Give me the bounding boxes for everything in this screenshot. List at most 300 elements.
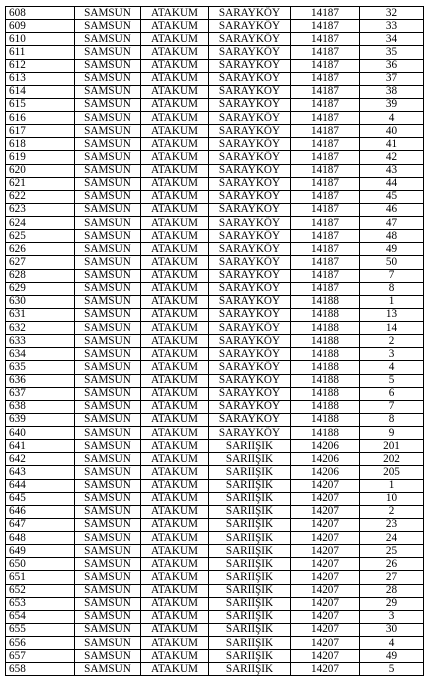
block-number-cell: 14187 bbox=[291, 177, 360, 190]
district-cell: ATAKUM bbox=[141, 138, 209, 151]
block-number-cell: 14187 bbox=[291, 282, 360, 295]
parcel-number-cell: 40 bbox=[360, 125, 424, 138]
table-row bbox=[6, 637, 424, 650]
province-cell: SAMSUN bbox=[75, 400, 141, 413]
table-row bbox=[6, 33, 424, 46]
row-number-cell: 625 bbox=[6, 230, 75, 243]
row-number-cell: 613 bbox=[6, 72, 75, 85]
block-number-cell: 14187 bbox=[291, 190, 360, 203]
province-cell: SAMSUN bbox=[75, 584, 141, 597]
neighborhood-cell: SARAYKÖY bbox=[209, 230, 291, 243]
table-row bbox=[6, 203, 424, 216]
table-row bbox=[6, 348, 424, 361]
row-number-cell: 615 bbox=[6, 98, 75, 111]
row-number-cell: 631 bbox=[6, 308, 75, 321]
row-number-cell: 638 bbox=[6, 400, 75, 413]
block-number-cell: 14207 bbox=[291, 571, 360, 584]
neighborhood-cell: SARIIŞIK bbox=[209, 610, 291, 623]
row-number-cell: 643 bbox=[6, 466, 75, 479]
province-cell: SAMSUN bbox=[75, 85, 141, 98]
table-row bbox=[6, 532, 424, 545]
block-number-cell: 14207 bbox=[291, 518, 360, 531]
block-number-cell: 14206 bbox=[291, 440, 360, 453]
district-cell: ATAKUM bbox=[141, 282, 209, 295]
province-cell: SAMSUN bbox=[75, 295, 141, 308]
district-cell: ATAKUM bbox=[141, 295, 209, 308]
province-cell: SAMSUN bbox=[75, 532, 141, 545]
district-cell: ATAKUM bbox=[141, 387, 209, 400]
district-cell: ATAKUM bbox=[141, 230, 209, 243]
neighborhood-cell: SARAYKÖY bbox=[209, 190, 291, 203]
neighborhood-cell: SARAYKÖY bbox=[209, 33, 291, 46]
province-cell: SAMSUN bbox=[75, 623, 141, 636]
province-cell: SAMSUN bbox=[75, 33, 141, 46]
table-row bbox=[6, 400, 424, 413]
row-number-cell: 621 bbox=[6, 177, 75, 190]
table-row bbox=[6, 322, 424, 335]
district-cell: ATAKUM bbox=[141, 545, 209, 558]
table-row bbox=[6, 597, 424, 610]
province-cell: SAMSUN bbox=[75, 72, 141, 85]
neighborhood-cell: SARIIŞIK bbox=[209, 637, 291, 650]
parcel-number-cell: 36 bbox=[360, 59, 424, 72]
parcel-number-cell: 44 bbox=[360, 177, 424, 190]
parcel-number-cell: 6 bbox=[360, 387, 424, 400]
neighborhood-cell: SARAYKÖY bbox=[209, 203, 291, 216]
district-cell: ATAKUM bbox=[141, 623, 209, 636]
row-number-cell: 658 bbox=[6, 663, 75, 676]
block-number-cell: 14187 bbox=[291, 7, 360, 20]
block-number-cell: 14207 bbox=[291, 584, 360, 597]
district-cell: ATAKUM bbox=[141, 427, 209, 440]
neighborhood-cell: SARAYKÖY bbox=[209, 72, 291, 85]
neighborhood-cell: SARAYKÖY bbox=[209, 20, 291, 33]
block-number-cell: 14187 bbox=[291, 125, 360, 138]
district-cell: ATAKUM bbox=[141, 59, 209, 72]
neighborhood-cell: SARAYKÖY bbox=[209, 7, 291, 20]
block-number-cell: 14188 bbox=[291, 322, 360, 335]
parcel-number-cell: 46 bbox=[360, 203, 424, 216]
block-number-cell: 14187 bbox=[291, 243, 360, 256]
table-row bbox=[6, 413, 424, 426]
district-cell: ATAKUM bbox=[141, 466, 209, 479]
neighborhood-cell: SARAYKÖY bbox=[209, 138, 291, 151]
parcel-number-cell: 37 bbox=[360, 72, 424, 85]
parcel-number-cell: 7 bbox=[360, 269, 424, 282]
parcel-number-cell: 26 bbox=[360, 558, 424, 571]
table-row bbox=[6, 243, 424, 256]
district-cell: ATAKUM bbox=[141, 610, 209, 623]
table-row bbox=[6, 59, 424, 72]
province-cell: SAMSUN bbox=[75, 138, 141, 151]
district-cell: ATAKUM bbox=[141, 46, 209, 59]
neighborhood-cell: SARAYKÖY bbox=[209, 361, 291, 374]
table-row bbox=[6, 623, 424, 636]
row-number-cell: 637 bbox=[6, 387, 75, 400]
province-cell: SAMSUN bbox=[75, 269, 141, 282]
neighborhood-cell: SARIIŞIK bbox=[209, 466, 291, 479]
row-number-cell: 612 bbox=[6, 59, 75, 72]
province-cell: SAMSUN bbox=[75, 190, 141, 203]
district-cell: ATAKUM bbox=[141, 269, 209, 282]
block-number-cell: 14207 bbox=[291, 623, 360, 636]
block-number-cell: 14187 bbox=[291, 59, 360, 72]
province-cell: SAMSUN bbox=[75, 112, 141, 125]
district-cell: ATAKUM bbox=[141, 243, 209, 256]
row-number-cell: 622 bbox=[6, 190, 75, 203]
neighborhood-cell: SARIIŞIK bbox=[209, 545, 291, 558]
district-cell: ATAKUM bbox=[141, 177, 209, 190]
block-number-cell: 14187 bbox=[291, 20, 360, 33]
parcel-number-cell: 45 bbox=[360, 190, 424, 203]
parcel-number-cell: 8 bbox=[360, 282, 424, 295]
neighborhood-cell: SARAYKÖY bbox=[209, 164, 291, 177]
row-number-cell: 647 bbox=[6, 518, 75, 531]
neighborhood-cell: SARIIŞIK bbox=[209, 650, 291, 663]
neighborhood-cell: SARIIŞIK bbox=[209, 440, 291, 453]
parcel-number-cell: 4 bbox=[360, 112, 424, 125]
parcel-number-cell: 4 bbox=[360, 637, 424, 650]
neighborhood-cell: SARAYKÖY bbox=[209, 46, 291, 59]
neighborhood-cell: SARIIŞIK bbox=[209, 532, 291, 545]
parcel-table bbox=[5, 6, 424, 676]
row-number-cell: 614 bbox=[6, 85, 75, 98]
parcel-number-cell: 38 bbox=[360, 85, 424, 98]
row-number-cell: 634 bbox=[6, 348, 75, 361]
table-row bbox=[6, 505, 424, 518]
district-cell: ATAKUM bbox=[141, 112, 209, 125]
block-number-cell: 14187 bbox=[291, 85, 360, 98]
neighborhood-cell: SARAYKÖY bbox=[209, 400, 291, 413]
block-number-cell: 14187 bbox=[291, 164, 360, 177]
neighborhood-cell: SARAYKÖY bbox=[209, 112, 291, 125]
district-cell: ATAKUM bbox=[141, 453, 209, 466]
parcel-table-body bbox=[6, 7, 424, 676]
district-cell: ATAKUM bbox=[141, 558, 209, 571]
row-number-cell: 655 bbox=[6, 623, 75, 636]
row-number-cell: 645 bbox=[6, 492, 75, 505]
block-number-cell: 14187 bbox=[291, 151, 360, 164]
row-number-cell: 649 bbox=[6, 545, 75, 558]
district-cell: ATAKUM bbox=[141, 518, 209, 531]
district-cell: ATAKUM bbox=[141, 33, 209, 46]
province-cell: SAMSUN bbox=[75, 413, 141, 426]
row-number-cell: 616 bbox=[6, 112, 75, 125]
block-number-cell: 14188 bbox=[291, 308, 360, 321]
district-cell: ATAKUM bbox=[141, 348, 209, 361]
neighborhood-cell: SARAYKÖY bbox=[209, 413, 291, 426]
table-row bbox=[6, 584, 424, 597]
neighborhood-cell: SARAYKÖY bbox=[209, 217, 291, 230]
table-row bbox=[6, 282, 424, 295]
district-cell: ATAKUM bbox=[141, 650, 209, 663]
row-number-cell: 635 bbox=[6, 361, 75, 374]
parcel-number-cell: 43 bbox=[360, 164, 424, 177]
district-cell: ATAKUM bbox=[141, 479, 209, 492]
parcel-number-cell: 3 bbox=[360, 348, 424, 361]
province-cell: SAMSUN bbox=[75, 322, 141, 335]
neighborhood-cell: SARIIŞIK bbox=[209, 505, 291, 518]
parcel-number-cell: 25 bbox=[360, 545, 424, 558]
province-cell: SAMSUN bbox=[75, 427, 141, 440]
neighborhood-cell: SARIIŞIK bbox=[209, 479, 291, 492]
table-row bbox=[6, 479, 424, 492]
table-row bbox=[6, 164, 424, 177]
parcel-number-cell: 5 bbox=[360, 663, 424, 676]
district-cell: ATAKUM bbox=[141, 85, 209, 98]
table-row bbox=[6, 190, 424, 203]
row-number-cell: 640 bbox=[6, 427, 75, 440]
province-cell: SAMSUN bbox=[75, 663, 141, 676]
neighborhood-cell: SARAYKÖY bbox=[209, 322, 291, 335]
block-number-cell: 14187 bbox=[291, 72, 360, 85]
table-row bbox=[6, 98, 424, 111]
block-number-cell: 14188 bbox=[291, 387, 360, 400]
district-cell: ATAKUM bbox=[141, 72, 209, 85]
parcel-number-cell: 33 bbox=[360, 20, 424, 33]
province-cell: SAMSUN bbox=[75, 256, 141, 269]
table-row bbox=[6, 308, 424, 321]
province-cell: SAMSUN bbox=[75, 479, 141, 492]
table-row bbox=[6, 518, 424, 531]
parcel-number-cell: 49 bbox=[360, 650, 424, 663]
district-cell: ATAKUM bbox=[141, 505, 209, 518]
neighborhood-cell: SARAYKÖY bbox=[209, 295, 291, 308]
row-number-cell: 632 bbox=[6, 322, 75, 335]
row-number-cell: 657 bbox=[6, 650, 75, 663]
parcel-number-cell: 1 bbox=[360, 295, 424, 308]
table-row bbox=[6, 256, 424, 269]
province-cell: SAMSUN bbox=[75, 151, 141, 164]
province-cell: SAMSUN bbox=[75, 230, 141, 243]
parcel-number-cell: 35 bbox=[360, 46, 424, 59]
block-number-cell: 14207 bbox=[291, 597, 360, 610]
parcel-number-cell: 5 bbox=[360, 374, 424, 387]
province-cell: SAMSUN bbox=[75, 505, 141, 518]
neighborhood-cell: SARAYKÖY bbox=[209, 59, 291, 72]
province-cell: SAMSUN bbox=[75, 637, 141, 650]
province-cell: SAMSUN bbox=[75, 650, 141, 663]
district-cell: ATAKUM bbox=[141, 492, 209, 505]
row-number-cell: 652 bbox=[6, 584, 75, 597]
province-cell: SAMSUN bbox=[75, 125, 141, 138]
block-number-cell: 14206 bbox=[291, 466, 360, 479]
neighborhood-cell: SARAYKÖY bbox=[209, 269, 291, 282]
neighborhood-cell: SARAYKÖY bbox=[209, 177, 291, 190]
row-number-cell: 648 bbox=[6, 532, 75, 545]
province-cell: SAMSUN bbox=[75, 545, 141, 558]
province-cell: SAMSUN bbox=[75, 308, 141, 321]
table-row bbox=[6, 20, 424, 33]
block-number-cell: 14187 bbox=[291, 230, 360, 243]
parcel-number-cell: 10 bbox=[360, 492, 424, 505]
table-row bbox=[6, 374, 424, 387]
row-number-cell: 651 bbox=[6, 571, 75, 584]
parcel-number-cell: 39 bbox=[360, 98, 424, 111]
neighborhood-cell: SARIIŞIK bbox=[209, 453, 291, 466]
row-number-cell: 618 bbox=[6, 138, 75, 151]
row-number-cell: 636 bbox=[6, 374, 75, 387]
row-number-cell: 642 bbox=[6, 453, 75, 466]
block-number-cell: 14207 bbox=[291, 663, 360, 676]
neighborhood-cell: SARAYKÖY bbox=[209, 335, 291, 348]
row-number-cell: 624 bbox=[6, 217, 75, 230]
block-number-cell: 14207 bbox=[291, 505, 360, 518]
row-number-cell: 620 bbox=[6, 164, 75, 177]
block-number-cell: 14187 bbox=[291, 33, 360, 46]
table-row bbox=[6, 427, 424, 440]
province-cell: SAMSUN bbox=[75, 492, 141, 505]
province-cell: SAMSUN bbox=[75, 361, 141, 374]
province-cell: SAMSUN bbox=[75, 387, 141, 400]
block-number-cell: 14188 bbox=[291, 427, 360, 440]
district-cell: ATAKUM bbox=[141, 7, 209, 20]
table-row bbox=[6, 610, 424, 623]
block-number-cell: 14187 bbox=[291, 112, 360, 125]
district-cell: ATAKUM bbox=[141, 584, 209, 597]
parcel-number-cell: 201 bbox=[360, 440, 424, 453]
district-cell: ATAKUM bbox=[141, 217, 209, 230]
row-number-cell: 628 bbox=[6, 269, 75, 282]
neighborhood-cell: SARAYKÖY bbox=[209, 85, 291, 98]
parcel-number-cell: 7 bbox=[360, 400, 424, 413]
district-cell: ATAKUM bbox=[141, 400, 209, 413]
block-number-cell: 14207 bbox=[291, 492, 360, 505]
row-number-cell: 629 bbox=[6, 282, 75, 295]
table-row bbox=[6, 440, 424, 453]
row-number-cell: 609 bbox=[6, 20, 75, 33]
table-row bbox=[6, 46, 424, 59]
parcel-number-cell: 9 bbox=[360, 427, 424, 440]
row-number-cell: 639 bbox=[6, 413, 75, 426]
parcel-number-cell: 30 bbox=[360, 623, 424, 636]
row-number-cell: 619 bbox=[6, 151, 75, 164]
block-number-cell: 14188 bbox=[291, 295, 360, 308]
province-cell: SAMSUN bbox=[75, 348, 141, 361]
district-cell: ATAKUM bbox=[141, 413, 209, 426]
table-row bbox=[6, 361, 424, 374]
parcel-number-cell: 28 bbox=[360, 584, 424, 597]
block-number-cell: 14188 bbox=[291, 374, 360, 387]
province-cell: SAMSUN bbox=[75, 217, 141, 230]
province-cell: SAMSUN bbox=[75, 98, 141, 111]
row-number-cell: 610 bbox=[6, 33, 75, 46]
parcel-number-cell: 4 bbox=[360, 361, 424, 374]
block-number-cell: 14207 bbox=[291, 479, 360, 492]
parcel-number-cell: 13 bbox=[360, 308, 424, 321]
province-cell: SAMSUN bbox=[75, 466, 141, 479]
row-number-cell: 627 bbox=[6, 256, 75, 269]
table-row bbox=[6, 571, 424, 584]
neighborhood-cell: SARAYKÖY bbox=[209, 348, 291, 361]
table-row bbox=[6, 177, 424, 190]
table-row bbox=[6, 230, 424, 243]
block-number-cell: 14188 bbox=[291, 413, 360, 426]
block-number-cell: 14187 bbox=[291, 256, 360, 269]
neighborhood-cell: SARAYKÖY bbox=[209, 256, 291, 269]
table-row bbox=[6, 335, 424, 348]
table-row bbox=[6, 217, 424, 230]
province-cell: SAMSUN bbox=[75, 453, 141, 466]
parcel-number-cell: 24 bbox=[360, 532, 424, 545]
district-cell: ATAKUM bbox=[141, 532, 209, 545]
parcel-number-cell: 48 bbox=[360, 230, 424, 243]
district-cell: ATAKUM bbox=[141, 151, 209, 164]
block-number-cell: 14207 bbox=[291, 610, 360, 623]
block-number-cell: 14188 bbox=[291, 335, 360, 348]
province-cell: SAMSUN bbox=[75, 571, 141, 584]
neighborhood-cell: SARIIŞIK bbox=[209, 558, 291, 571]
block-number-cell: 14187 bbox=[291, 98, 360, 111]
row-number-cell: 617 bbox=[6, 125, 75, 138]
neighborhood-cell: SARIIŞIK bbox=[209, 492, 291, 505]
table-row bbox=[6, 112, 424, 125]
block-number-cell: 14207 bbox=[291, 650, 360, 663]
table-row bbox=[6, 492, 424, 505]
neighborhood-cell: SARIIŞIK bbox=[209, 518, 291, 531]
block-number-cell: 14188 bbox=[291, 348, 360, 361]
row-number-cell: 623 bbox=[6, 203, 75, 216]
neighborhood-cell: SARAYKÖY bbox=[209, 427, 291, 440]
province-cell: SAMSUN bbox=[75, 46, 141, 59]
district-cell: ATAKUM bbox=[141, 374, 209, 387]
neighborhood-cell: SARIIŞIK bbox=[209, 663, 291, 676]
row-number-cell: 654 bbox=[6, 610, 75, 623]
row-number-cell: 650 bbox=[6, 558, 75, 571]
neighborhood-cell: SARIIŞIK bbox=[209, 584, 291, 597]
parcel-number-cell: 34 bbox=[360, 33, 424, 46]
district-cell: ATAKUM bbox=[141, 20, 209, 33]
table-row bbox=[6, 558, 424, 571]
province-cell: SAMSUN bbox=[75, 59, 141, 72]
parcel-number-cell: 47 bbox=[360, 217, 424, 230]
table-row bbox=[6, 85, 424, 98]
block-number-cell: 14188 bbox=[291, 361, 360, 374]
parcel-number-cell: 2 bbox=[360, 505, 424, 518]
parcel-number-cell: 205 bbox=[360, 466, 424, 479]
province-cell: SAMSUN bbox=[75, 558, 141, 571]
table-row bbox=[6, 72, 424, 85]
block-number-cell: 14206 bbox=[291, 453, 360, 466]
parcel-number-cell: 14 bbox=[360, 322, 424, 335]
district-cell: ATAKUM bbox=[141, 571, 209, 584]
table-row bbox=[6, 138, 424, 151]
row-number-cell: 644 bbox=[6, 479, 75, 492]
neighborhood-cell: SARIIŞIK bbox=[209, 571, 291, 584]
table-row bbox=[6, 453, 424, 466]
block-number-cell: 14207 bbox=[291, 558, 360, 571]
province-cell: SAMSUN bbox=[75, 335, 141, 348]
neighborhood-cell: SARAYKÖY bbox=[209, 125, 291, 138]
row-number-cell: 653 bbox=[6, 597, 75, 610]
province-cell: SAMSUN bbox=[75, 518, 141, 531]
row-number-cell: 608 bbox=[6, 7, 75, 20]
parcel-number-cell: 50 bbox=[360, 256, 424, 269]
neighborhood-cell: SARAYKÖY bbox=[209, 98, 291, 111]
district-cell: ATAKUM bbox=[141, 663, 209, 676]
parcel-number-cell: 29 bbox=[360, 597, 424, 610]
parcel-number-cell: 42 bbox=[360, 151, 424, 164]
province-cell: SAMSUN bbox=[75, 440, 141, 453]
district-cell: ATAKUM bbox=[141, 164, 209, 177]
table-row bbox=[6, 151, 424, 164]
row-number-cell: 626 bbox=[6, 243, 75, 256]
neighborhood-cell: SARAYKÖY bbox=[209, 151, 291, 164]
block-number-cell: 14207 bbox=[291, 637, 360, 650]
parcel-number-cell: 3 bbox=[360, 610, 424, 623]
province-cell: SAMSUN bbox=[75, 243, 141, 256]
district-cell: ATAKUM bbox=[141, 440, 209, 453]
